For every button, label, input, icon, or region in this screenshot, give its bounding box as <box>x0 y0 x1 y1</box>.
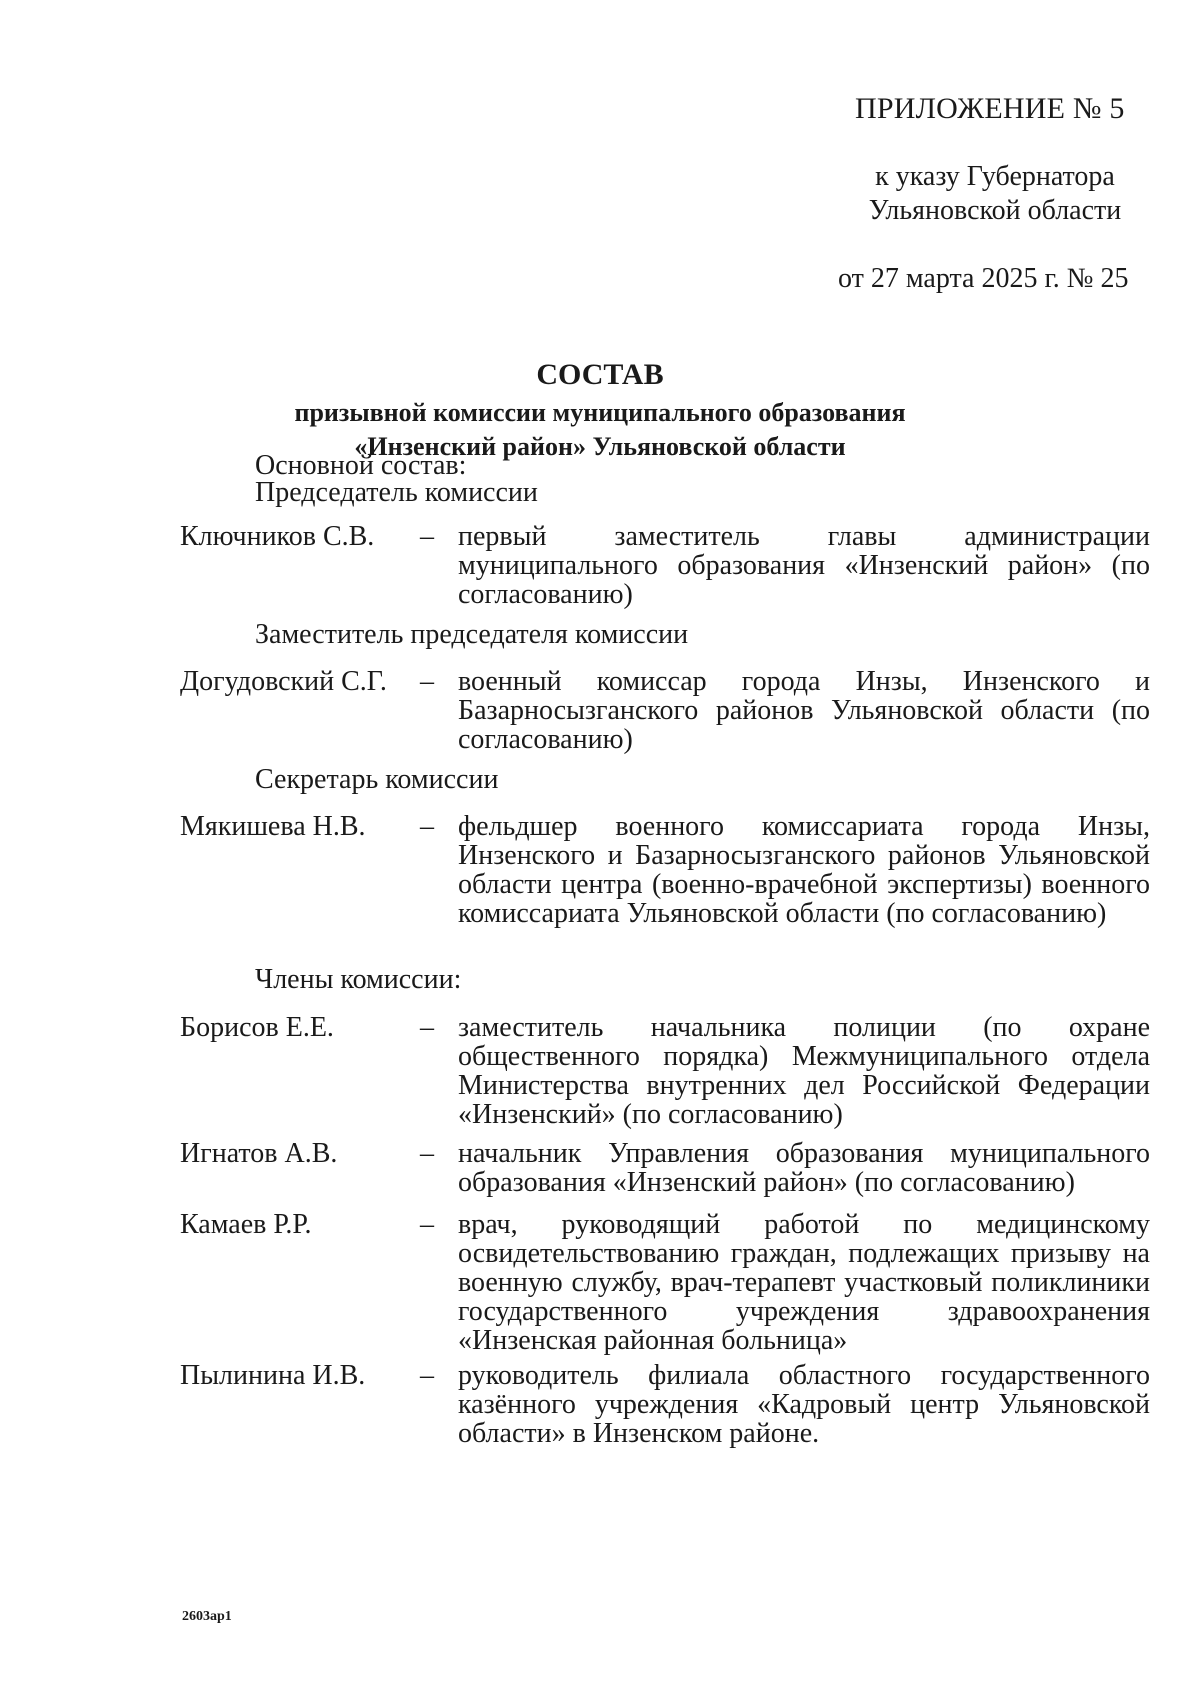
person-name: Борисов Е.Е. <box>180 1012 334 1043</box>
decree-line-2: Ульяновской области <box>868 195 1122 226</box>
dash-separator: – <box>420 1209 434 1240</box>
main-composition-heading: Основной состав: <box>255 450 467 481</box>
secretary-heading: Секретарь комиссии <box>255 764 499 795</box>
member-entry <box>180 1139 1150 1197</box>
person-name: Пылинина И.В. <box>180 1360 366 1391</box>
person-description: начальник Управления образования муниципального образования «Инзенский район» (по согласованию) <box>458 1138 1150 1198</box>
person-description: первый заместитель главы администрации муниципального образования «Инзенский район» (по согласованию) <box>458 521 1150 610</box>
person-description: врач, руководящий работой по медицинскому освидетельствованию граждан, подлежащих призыву на военную службу, врач-терапевт участковый поликлиники государственного учреждения здравоохранения «Инзенская районная больница» <box>458 1209 1150 1356</box>
decree-date: от 27 марта 2025 г. № 25 <box>838 263 1129 294</box>
person-description: фельдшер военного комиссариата города Инзы, Инзенского и Базарносызганского районов Ульяновской области центра (военно-врачебной экспертизы) военного комиссариата Ульяновской области (по согласованию) <box>458 811 1150 929</box>
document-code: 2603ap1 <box>182 1609 232 1624</box>
secretary-entry <box>180 812 1150 928</box>
chairman-heading: Председатель комиссии <box>255 477 538 508</box>
person-name: Догудовский С.Г. <box>180 666 387 697</box>
dash-separator: – <box>420 1138 434 1169</box>
deputy-entry <box>180 667 1150 754</box>
deputy-heading: Заместитель председателя комиссии <box>255 619 689 650</box>
decree-line-1: к указу Губернатора <box>875 161 1115 192</box>
dash-separator: – <box>420 1012 434 1043</box>
dash-separator: – <box>420 521 434 552</box>
dash-separator: – <box>420 1360 434 1391</box>
person-name: Мякишева Н.В. <box>180 811 366 842</box>
subtitle-line-1: призывной комиссии муниципального образования <box>294 398 906 427</box>
dash-separator: – <box>420 666 434 697</box>
members-heading: Члены комиссии: <box>255 964 462 995</box>
person-name: Камаев Р.Р. <box>180 1209 312 1240</box>
chairman-entry <box>180 522 1150 609</box>
person-description: заместитель начальника полиции (по охране общественного порядка) Межмуниципального отдела Министерства внутренних дел Российской Федерации «Инзенский» (по согласованию) <box>458 1012 1150 1130</box>
decree-reference <box>855 160 1135 228</box>
subtitle-line-2: «Инзенский район» Ульяновской области <box>354 432 846 461</box>
appendix-number: ПРИЛОЖЕНИЕ № 5 <box>855 92 1125 125</box>
member-entry <box>180 1361 1150 1448</box>
person-description: военный комиссар города Инзы, Инзенского и Базарносызганского районов Ульяновской области (по согласованию) <box>458 666 1150 755</box>
dash-separator: – <box>420 811 434 842</box>
document-title: СОСТАВ <box>536 358 664 391</box>
member-entry <box>180 1013 1150 1129</box>
member-entry <box>180 1210 1150 1355</box>
person-name: Ключников С.В. <box>180 521 375 552</box>
person-description: руководитель филиала областного государственного казённого учреждения «Кадровый центр Ульяновской области» в Инзенском районе. <box>458 1360 1150 1449</box>
person-name: Игнатов А.В. <box>180 1138 338 1169</box>
